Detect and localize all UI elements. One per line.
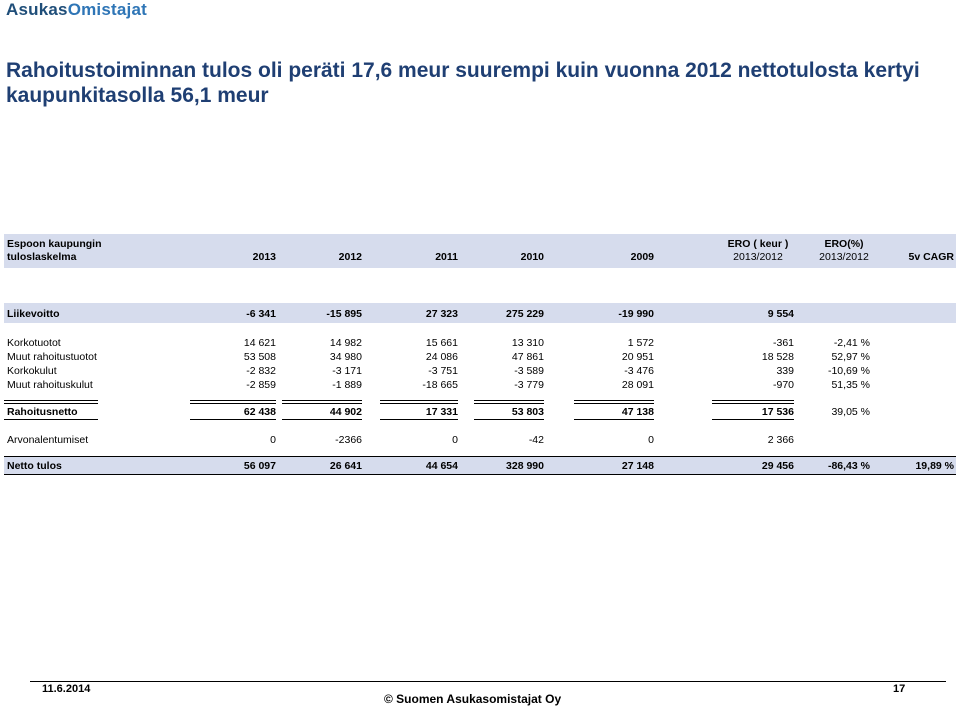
cell-2012: 26 641: [329, 460, 362, 472]
row-label: Arvonalentumiset: [7, 434, 89, 446]
cell-2013: 14 621: [243, 337, 276, 349]
rule-line: [380, 400, 458, 401]
cell-2011: 17 331: [425, 406, 458, 418]
cell-2012: 14 982: [329, 337, 362, 349]
cell-2013: -6 341: [246, 308, 276, 320]
cell-eropct: 51,35 %: [831, 379, 870, 391]
header-2012: 2012: [338, 251, 362, 263]
cell-2009: -3 476: [624, 365, 654, 377]
rule-line: [712, 403, 794, 404]
cell-2013: -2 832: [246, 365, 276, 377]
cell-eropct: 39,05 %: [831, 406, 870, 418]
rule-line: [474, 419, 544, 420]
header-eropct-line1: ERO(%): [824, 238, 864, 250]
cell-2009: 1 572: [627, 337, 654, 349]
cell-ero: 9 554: [767, 308, 794, 320]
logo-part1: Asukas: [6, 0, 68, 19]
header-ero-line2: 2013/2012: [733, 251, 783, 263]
cell-2013: 56 097: [243, 460, 276, 472]
header-2011: 2011: [435, 251, 458, 263]
cell-ero: 17 536: [761, 406, 794, 418]
footer-date: 11.6.2014: [42, 683, 91, 695]
cell-2012: 34 980: [329, 351, 362, 363]
cell-2012: -1 889: [332, 379, 362, 391]
rule-line: [474, 403, 544, 404]
cell-2009: 0: [648, 434, 654, 446]
cell-ero: 339: [776, 365, 794, 377]
rule-line: [190, 419, 276, 420]
cell-2012: -15 895: [326, 308, 362, 320]
cell-2009: -19 990: [618, 308, 654, 320]
rule-line: [190, 403, 276, 404]
cell-2010: -3 589: [514, 365, 544, 377]
row-label: Korkotuotot: [7, 337, 61, 349]
cell-2009: 47 138: [621, 406, 654, 418]
rule-line: [190, 400, 276, 401]
cell-2011: -3 751: [428, 365, 458, 377]
cell-2010: 47 861: [511, 351, 544, 363]
cell-2009: 27 148: [621, 460, 654, 472]
rule-line: [380, 419, 458, 420]
cell-2012: 44 902: [329, 406, 362, 418]
cell-2009: 20 951: [621, 351, 654, 363]
cell-2010: 328 990: [506, 460, 544, 472]
row-label: Muut rahoituskulut: [7, 379, 93, 391]
rule-line: [712, 419, 794, 420]
cell-ero: 29 456: [761, 460, 794, 472]
brand-logo: [6, 0, 147, 20]
rule-line: [474, 400, 544, 401]
footer-rule: [30, 681, 946, 682]
header-label-line1: Espoon kaupungin: [7, 238, 102, 250]
header-ero-line1: ERO ( keur ): [727, 238, 789, 250]
header-eropct-line2: 2013/2012: [819, 251, 869, 263]
row-label: Liikevoitto: [7, 308, 60, 320]
rule-line: [4, 419, 98, 420]
rule-line: [4, 400, 98, 401]
cell-2013: 53 508: [243, 351, 276, 363]
cell-2011: -18 665: [422, 379, 458, 391]
header-label-line2: tuloslaskelma: [7, 251, 77, 263]
header-2009: 2009: [630, 251, 654, 263]
rule-line: [4, 474, 956, 475]
header-2013: 2013: [252, 251, 276, 263]
cell-2013: 62 438: [243, 406, 276, 418]
cell-cagr: 19,89 %: [915, 460, 954, 472]
row-label: Korkokulut: [7, 365, 57, 377]
slide-title: Rahoitustoiminnan tulos oli peräti 17,6 meur suurempi kuin vuonna 2012 nettotulosta kertyi kaupunkitasolla 56,1 meur: [6, 59, 920, 107]
rule-line: [574, 400, 654, 401]
rule-line: [282, 403, 362, 404]
cell-2011: 44 654: [425, 460, 458, 472]
cell-2009: 28 091: [621, 379, 654, 391]
logo-part2: Omistajat: [67, 0, 147, 19]
cell-eropct: -86,43 %: [827, 460, 870, 472]
cell-ero: -361: [772, 337, 794, 349]
header-cagr: 5v CAGR: [908, 251, 954, 263]
row-label: Netto tulos: [7, 460, 62, 472]
cell-2011: 24 086: [425, 351, 458, 363]
cell-2010: -3 779: [514, 379, 544, 391]
rule-line: [712, 400, 794, 401]
cell-2013: -2 859: [246, 379, 276, 391]
cell-2010: 275 229: [506, 308, 544, 320]
row-label: Rahoitusnetto: [7, 406, 78, 418]
rule-line: [282, 419, 362, 420]
cell-eropct: -2,41 %: [833, 337, 870, 349]
row-label: Muut rahoitustuotot: [7, 351, 97, 363]
cell-2013: 0: [270, 434, 276, 446]
cell-2010: -42: [528, 434, 544, 446]
cell-ero: -970: [772, 379, 794, 391]
cell-2011: 27 323: [425, 308, 458, 320]
cell-eropct: -10,69 %: [827, 365, 870, 377]
cell-2012: -3 171: [332, 365, 362, 377]
page-number: 17: [893, 683, 906, 695]
cell-2011: 0: [452, 434, 458, 446]
rule-line: [282, 400, 362, 401]
cell-ero: 2 366: [767, 434, 794, 446]
cell-2010: 13 310: [511, 337, 544, 349]
cell-2012: -2366: [335, 434, 362, 446]
rule-line: [574, 403, 654, 404]
rule-line: [4, 403, 98, 404]
cell-2010: 53 803: [511, 406, 544, 418]
rule-line: [4, 456, 956, 457]
rule-line: [574, 419, 654, 420]
cell-eropct: 52,97 %: [831, 351, 870, 363]
header-2010: 2010: [520, 251, 544, 263]
cell-2011: 15 661: [425, 337, 458, 349]
cell-ero: 18 528: [761, 351, 794, 363]
footer-copyright: © Suomen Asukasomistajat Oy: [384, 692, 562, 706]
rule-line: [380, 403, 458, 404]
